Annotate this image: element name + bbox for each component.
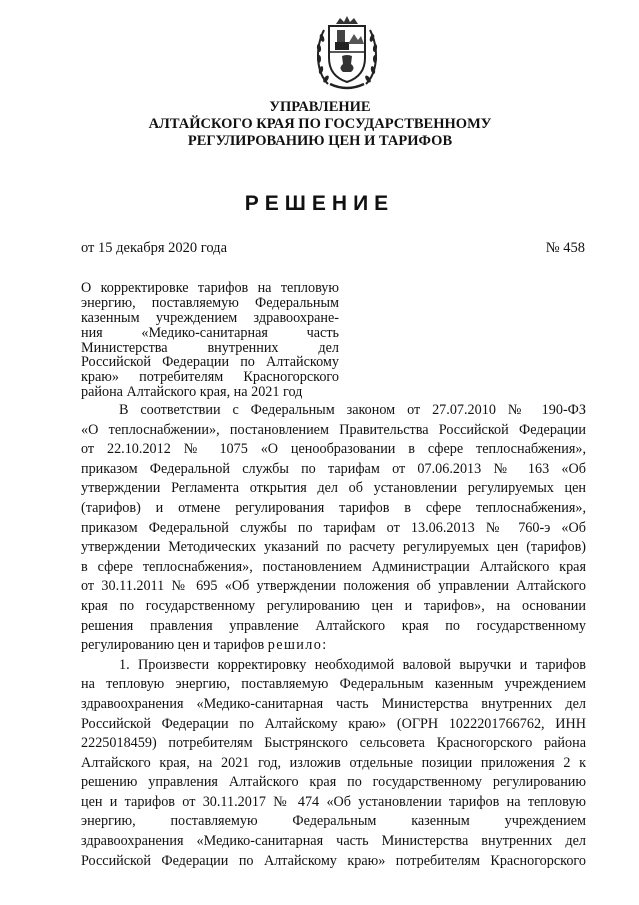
document-subject	[81, 281, 339, 400]
coat-of-arms-icon	[314, 14, 380, 92]
issuing-authority	[60, 99, 580, 150]
subject-line: О корректировке тарифов на тепловую	[81, 280, 339, 296]
body-line: Российской Федерации по Алтайскому краю» (ОГРН 1022201766762, ИНН	[81, 715, 586, 732]
body-line: «О теплоснабжении», постановлением Правительства Российской Федерации	[81, 421, 586, 438]
body-line: приказом Федеральной службы по тарифам от 13.06.2013 № 760-э «Об	[81, 519, 586, 536]
authority-line: АЛТАЙСКОГО КРАЯ ПО ГОСУДАРСТВЕННОМУ	[148, 116, 492, 132]
body-line: утверждении Методических указаний по расчету регулируемых цен (тарифов)	[81, 539, 586, 556]
body-line: от 30.11.2011 № 695 «Об утверждении положения об управлении Алтайского	[81, 578, 586, 595]
authority-line: УПРАВЛЕНИЕ	[269, 99, 371, 115]
body-line: (тарифов) и отмене регулирования тарифов в сфере теплоснабжения»,	[81, 499, 586, 516]
body-line: здравоохранения «Медико-санитарная часть Министерства внутренних дел	[81, 833, 586, 850]
body-line: утверждении Регламента открытия дел об установлении регулируемых цен	[81, 480, 586, 497]
authority-line: РЕГУЛИРОВАНИЮ ЦЕН И ТАРИФОВ	[187, 133, 453, 149]
document-body	[81, 401, 586, 871]
body-line: от 22.10.2012 № 1075 «О ценообразовании в сфере теплоснабжения»,	[81, 441, 586, 458]
subject-line: энергию, поставляемую Федеральным	[81, 294, 339, 311]
body-line-decision	[81, 636, 586, 656]
body-line: В соответствии с Федеральным законом от 27.07.2010 № 190-ФЗ	[119, 402, 586, 418]
document-number: № 458	[545, 240, 585, 256]
document-date: от 15 декабря 2020 года	[81, 240, 227, 256]
body-line: энергию, поставляемую Федеральным казенным учреждением	[81, 813, 586, 830]
body-line: цен и тарифов от 30.11.2017 № 474 «Об установлении тарифов на тепловую	[81, 793, 586, 810]
subject-line: краю» потребителям Красногорского	[81, 369, 339, 386]
subject-line: Министерства внутренних дел	[81, 339, 339, 356]
body-line: здравоохранения «Медико-санитарная часть Министерства внутренних дел	[81, 695, 586, 712]
body-line: 1. Произвести корректировку необходимой валовой выручки и тарифов	[119, 656, 586, 673]
body-line: Российской Федерации по Алтайскому краю» потребителям Красногорского	[81, 852, 586, 869]
body-line: Алтайского края, на 2021 год, изложив отдельные позиции приложения 2 к	[81, 754, 586, 771]
body-line: решения правления управление Алтайского края по государственному	[81, 617, 586, 634]
subject-line: района Алтайского края, на 2021 год	[81, 384, 303, 401]
body-line-text: регулированию цен и тарифов	[81, 637, 268, 654]
decided-word: решило:	[267, 637, 328, 654]
body-line: края по государственному регулированию цен и тарифов», на основании	[81, 597, 586, 614]
body-line: на тепловую энергию, поставляемую Федеральным казенным учреждением	[81, 676, 586, 693]
subject-line: Российской Федерации по Алтайскому	[81, 354, 339, 371]
document-type-heading: РЕШЕНИЕ	[244, 192, 395, 215]
body-line: решению управления Алтайского края по государственному регулированию	[81, 774, 586, 791]
body-line: приказом Федеральной службы по тарифам от 07.06.2013 № 163 «Об	[81, 460, 586, 477]
subject-line: ния «Медико-санитарная часть	[81, 324, 339, 341]
body-line: 2225018459) потребителям Быстрянского сельсовета Красногорского района	[81, 735, 586, 752]
subject-line: казенным учреждением здравоохране-	[81, 309, 339, 326]
body-line: в сфере теплоснабжения», постановлением Администрации Алтайского края	[81, 558, 586, 575]
